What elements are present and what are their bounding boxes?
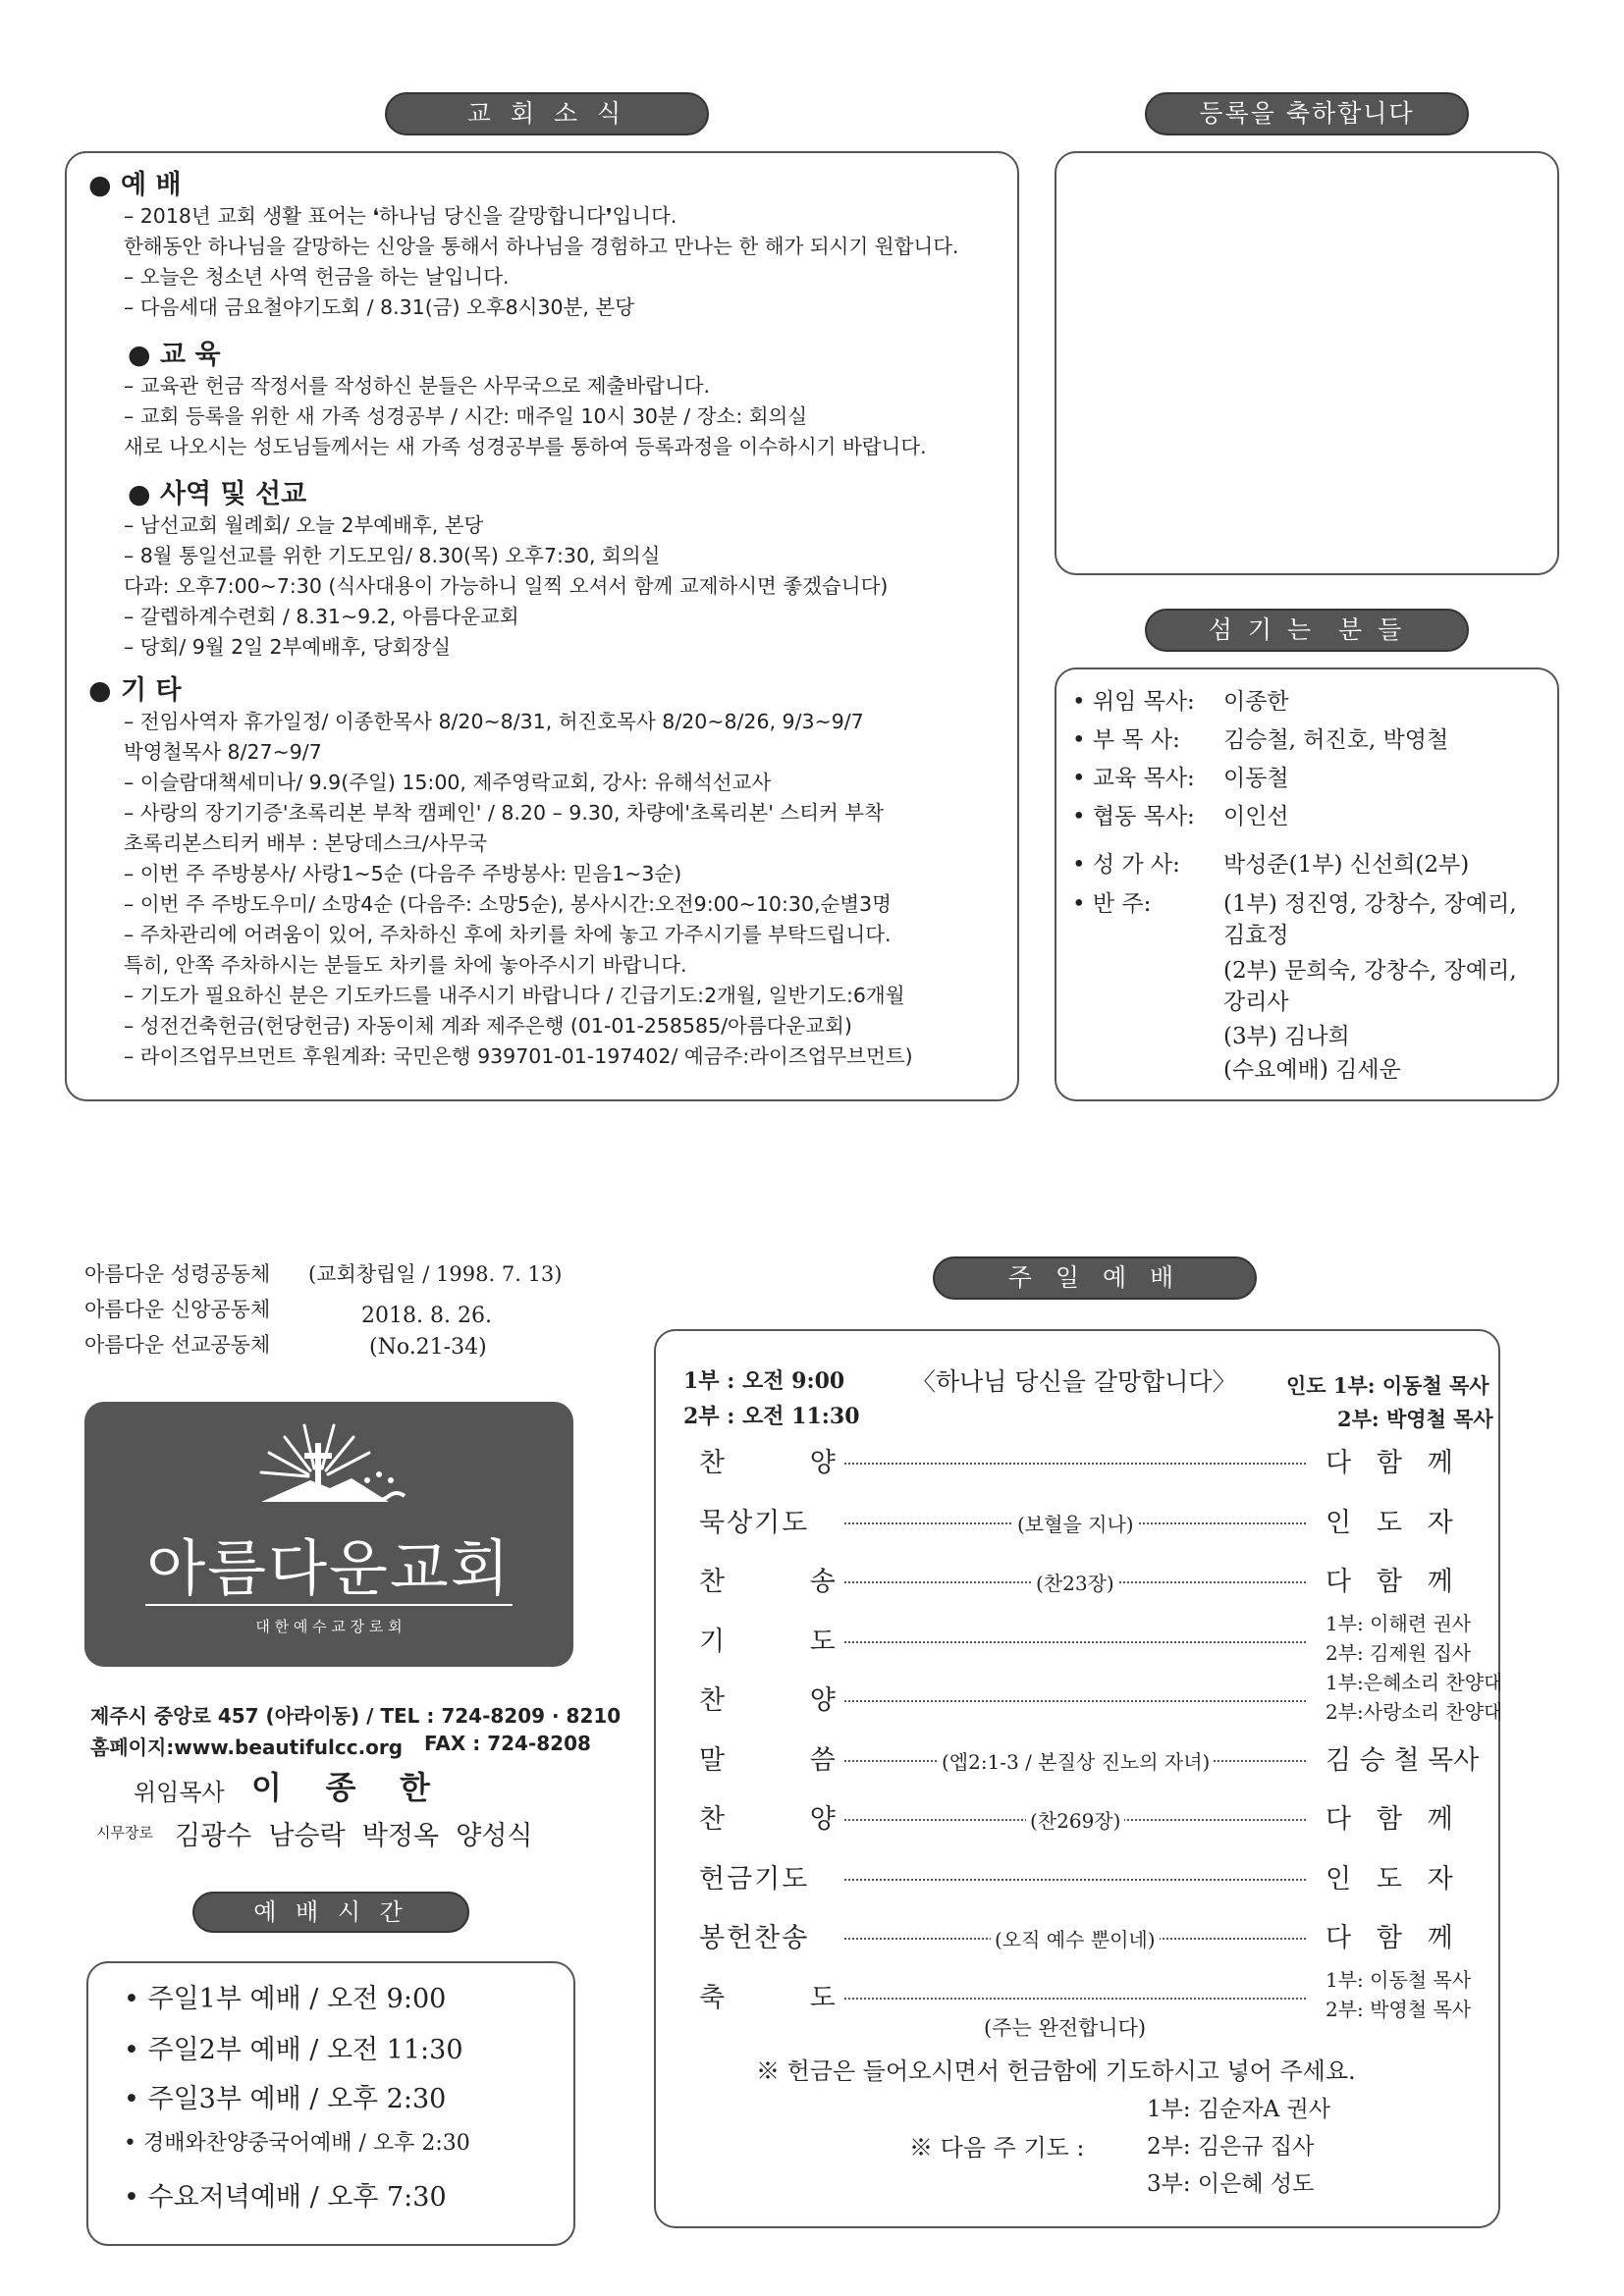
- servant-name: (3부) 김나희: [1223, 1024, 1350, 1049]
- bulletin-date: 2018. 8. 26.: [361, 1304, 492, 1328]
- news-line: – 2018년 교회 생활 표어는 ❛하나님 당신을 갈망합니다❜입니다.: [124, 204, 677, 228]
- servant-name: (1부) 정진영, 강창수, 장예리,: [1223, 891, 1517, 917]
- news-line: – 성전건축헌금(헌당헌금) 자동이체 계좌 제주은행 (01-01-258585/아름다운교회): [124, 1014, 852, 1038]
- servants-title-badge: 섬 기 는 분 들: [1145, 609, 1469, 652]
- motto-line: 아름다운 성령공동체: [84, 1262, 271, 1286]
- news-section-worship: [88, 163, 959, 323]
- worship-time-item: • 주일3부 예배 / 오후 2:30: [124, 2084, 447, 2114]
- news-line: – 이슬람대책세미나/ 9.9(주일) 15:00, 제주영락교회, 강사: 유해석선교사: [124, 771, 772, 794]
- order-item-leader: 다 함 께: [1326, 1448, 1453, 1478]
- leader-dots: [844, 1463, 1306, 1465]
- bullet-icon: ●: [88, 170, 112, 200]
- order-item-label: 찬 송: [699, 1567, 838, 1597]
- order-item-detail: (보혈을 지나): [1013, 1509, 1138, 1537]
- elders-names: 김광수 남승락 박정옥 양성식: [175, 1821, 533, 1851]
- servant-role: • 반 주:: [1072, 891, 1152, 917]
- order-item-leader: 2부: 박영철 목사: [1326, 1998, 1472, 2021]
- servant-role: • 교육 목사:: [1072, 766, 1195, 791]
- news-line: – 오늘은 청소년 사역 헌금을 하는 날입니다.: [124, 265, 510, 289]
- order-item-detail: (찬23장): [1032, 1568, 1118, 1596]
- order-item-leader: 다 함 께: [1326, 1804, 1453, 1835]
- next-week-prayer: 3부: 이은혜 성도: [1147, 2171, 1315, 2197]
- registration-box: [1055, 151, 1559, 575]
- next-week-prayer: 1부: 김순자A 권사: [1147, 2097, 1330, 2122]
- order-item-detail: (엡2:1-3 / 본질상 진노의 자녀): [938, 1746, 1214, 1775]
- motto-line: 아름다운 선교공동체: [84, 1333, 271, 1357]
- news-content: [88, 157, 959, 1072]
- news-line: – 라이즈업무브먼트 후원계좌: 국민은행 939701-01-197402/ 예금주:라이즈업무브먼트): [124, 1044, 913, 1068]
- service-theme: 〈하나님 당신을 갈망합니다〉: [911, 1367, 1237, 1396]
- servant-name: 이종한: [1223, 689, 1289, 715]
- church-homepage: 홈페이지:www.beautifulcc.org: [90, 1735, 404, 1759]
- next-week-prayer-label: ※ 다음 주 기도 :: [909, 2134, 1085, 2162]
- order-item-label: 묵상기도: [699, 1508, 810, 1538]
- news-line: – 교육관 헌금 작정서를 작성하신 분들은 사무국으로 제출바랍니다.: [124, 374, 711, 398]
- news-line: 새로 나오시는 성도님들께서는 새 가족 성경공부를 통하여 등록과정을 이수하시기 바랍니다.: [124, 435, 927, 458]
- church-address: 제주시 중앙로 457 (아라이동) / TEL : 724-8209 · 8210: [90, 1704, 622, 1728]
- registration-title-badge: 등록을 축하합니다: [1145, 92, 1469, 135]
- order-item-label: 봉헌찬송: [699, 1923, 810, 1953]
- service-time-1: 1부 : 오전 9:00: [683, 1368, 845, 1394]
- news-line: 한해동안 하나님을 갈망하는 신앙을 통해서 하나님을 경험하고 만나는 한 해가 되시기 원합니다.: [124, 235, 959, 258]
- news-line: – 다음세대 금요철야기도회 / 8.31(금) 오후8시30분, 본당: [124, 295, 634, 319]
- news-line: – 사랑의 장기기증'초록리본 부착 캠페인' / 8.20 – 9.30, 차량에'초록리본' 스티커 부착: [124, 801, 884, 825]
- news-line: – 남선교회 월례회/ 오늘 2부예배후, 본당: [124, 513, 484, 537]
- news-section-mission: [88, 472, 959, 663]
- order-item-label: 찬 양: [699, 1448, 838, 1478]
- order-item-leader: 김 승 철 목사: [1326, 1745, 1480, 1776]
- servant-role: • 부 목 사:: [1072, 727, 1180, 753]
- order-item-label: 찬 양: [699, 1685, 838, 1716]
- pastor-name: 이 종 한: [251, 1769, 430, 1806]
- motto-line: 아름다운 신앙공동체: [84, 1298, 271, 1321]
- news-line: – 8월 통일선교를 위한 기도모임/ 8.30(목) 오후7:30, 회의실: [124, 544, 661, 567]
- news-line: 박영철목사 8/27~9/7: [124, 740, 322, 764]
- servant-name: 박성준(1부) 신선희(2부): [1223, 852, 1470, 878]
- order-item-leader: 다 함 께: [1326, 1567, 1453, 1597]
- cross-mountain-icon: [232, 1415, 428, 1514]
- news-line: 다과: 오후7:00~7:30 (식사대용이 가능하니 일찍 오셔서 함께 교제하시면 좋겠습니다): [124, 574, 889, 598]
- order-item-leader: 인 도 자: [1326, 1508, 1453, 1538]
- news-line: – 이번 주 주방봉사/ 사랑1~5순 (다음주 주방봉사: 믿음1~3순): [124, 862, 682, 885]
- servant-name: 김승철, 허진호, 박영철: [1223, 727, 1449, 753]
- servant-name: 김효정: [1223, 923, 1289, 948]
- news-line: – 기도가 필요하신 분은 기도카드를 내주시기 바랍니다 / 긴급기도:2개월, 일반기도:6개월: [124, 984, 905, 1007]
- news-line: – 당회/ 9월 2일 2부예배후, 당회장실: [124, 635, 452, 659]
- news-section-etc: [88, 668, 959, 1072]
- order-item-detail: (찬269장): [1026, 1805, 1124, 1834]
- service-leader-2: 2부: 박영철 목사: [1337, 1407, 1493, 1431]
- service-leader-1: 인도 1부: 이동철 목사: [1286, 1373, 1489, 1398]
- order-item-label: 헌금기도: [699, 1864, 810, 1895]
- order-item-leader: 1부: 이동철 목사: [1326, 1968, 1472, 1992]
- news-line: – 이번 주 주방도우미/ 소망4순 (다음주: 소망5순), 봉사시간:오전9:00~10:30,순별3명: [124, 892, 892, 916]
- news-section-education: [88, 333, 959, 462]
- worship-time-item: • 수요저녁예배 / 오후 7:30: [124, 2182, 447, 2213]
- servant-role: • 성 가 사:: [1072, 852, 1180, 878]
- order-item-label: 말 씀: [699, 1745, 838, 1776]
- servant-name: (2부) 문희숙, 강창수, 장예리,: [1223, 958, 1517, 984]
- founding-date: (교회창립일 / 1998. 7. 13): [308, 1262, 563, 1286]
- worship-time-item: • 주일1부 예배 / 오전 9:00: [124, 1984, 447, 2014]
- worship-times-title-badge: 예 배 시 간: [192, 1892, 469, 1933]
- order-item-leader: 2부: 김제원 집사: [1326, 1641, 1472, 1665]
- leader-dots: [844, 1700, 1306, 1702]
- bullet-icon: ●: [88, 675, 112, 706]
- order-item-label: 기 도: [699, 1627, 838, 1657]
- servant-name: (수요예배) 김세운: [1223, 1057, 1401, 1083]
- order-item-leader: 다 함 께: [1326, 1923, 1453, 1953]
- worship-time-item: • 주일2부 예배 / 오전 11:30: [124, 2035, 463, 2065]
- next-week-prayer: 2부: 김은규 집사: [1147, 2134, 1315, 2160]
- pastor-label: 위임목사: [134, 1779, 225, 1806]
- servant-role: • 협동 목사:: [1072, 804, 1195, 829]
- servant-name: 이동철: [1223, 766, 1289, 791]
- church-logo-name: 아름다운교회: [146, 1532, 512, 1604]
- order-item-leader: 1부:은혜소리 찬양대: [1326, 1671, 1503, 1694]
- elders-label: 시무장로: [96, 1824, 153, 1842]
- logo-divider: [145, 1604, 513, 1606]
- news-line: 특히, 안쪽 주차하시는 분들도 차키를 차에 놓아주시기 바랍니다.: [124, 953, 687, 977]
- offering-note: ※ 헌금은 들어오시면서 헌금함에 기도하시고 넣어 주세요.: [756, 2057, 1356, 2085]
- service-time-2: 2부 : 오전 11:30: [683, 1404, 860, 1429]
- order-item-leader: 2부:사랑소리 찬양대: [1326, 1700, 1503, 1724]
- order-item-label: 축 도: [699, 1983, 838, 2013]
- bullet-icon: ●: [128, 479, 151, 509]
- news-title-badge: 교 회 소 식: [385, 92, 709, 135]
- servant-name: 이인선: [1223, 804, 1289, 829]
- leader-dots: [844, 1998, 1306, 2000]
- church-fax: FAX : 724-8208: [424, 1732, 591, 1755]
- news-line: – 교회 등록을 위한 새 가족 성경공부 / 시간: 매주일 10시 30분 / 장소: 회의실: [124, 404, 808, 428]
- order-item-leader: 1부: 이해련 권사: [1326, 1612, 1472, 1635]
- bulletin-issue: (No.21-34): [369, 1335, 487, 1360]
- section-heading: 사역 및 선교: [159, 479, 307, 509]
- leader-dots: [844, 1879, 1306, 1881]
- news-line: – 전임사역자 휴가일정/ 이종한목사 8/20~8/31, 허진호목사 8/20~8/26, 9/3~9/7: [124, 710, 864, 733]
- section-heading: 기 타: [120, 675, 182, 706]
- order-item-detail: (오직 예수 뿐이네): [991, 1924, 1160, 1952]
- news-line: 초록리본스티커 배부 : 본당데스크/사무국: [124, 831, 488, 855]
- servant-name: 강리사: [1223, 989, 1289, 1015]
- section-heading: 교 육: [159, 340, 221, 370]
- bullet-icon: ●: [128, 340, 151, 370]
- leader-dots: [844, 1641, 1306, 1643]
- order-item-leader: 인 도 자: [1326, 1864, 1453, 1895]
- denomination-name: 대 한 예 수 교 장 로 회: [255, 1618, 403, 1635]
- church-logo-panel: [84, 1402, 573, 1667]
- closing-hymn-note: (주는 완전합니다): [984, 2016, 1147, 2040]
- news-line: – 갈렙하계수련회 / 8.31~9.2, 아름다운교회: [124, 605, 519, 628]
- servant-role: • 위임 목사:: [1072, 689, 1195, 715]
- worship-time-item: • 경배와찬양중국어예배 / 오후 2:30: [124, 2131, 470, 2156]
- section-heading: 예 배: [120, 170, 182, 200]
- sunday-service-title-badge: 주 일 예 배: [933, 1256, 1257, 1300]
- order-item-label: 찬 양: [699, 1804, 838, 1835]
- news-line: – 주차관리에 어려움이 있어, 주차하신 후에 차키를 차에 놓고 가주시기를 부탁드립니다.: [124, 923, 892, 946]
